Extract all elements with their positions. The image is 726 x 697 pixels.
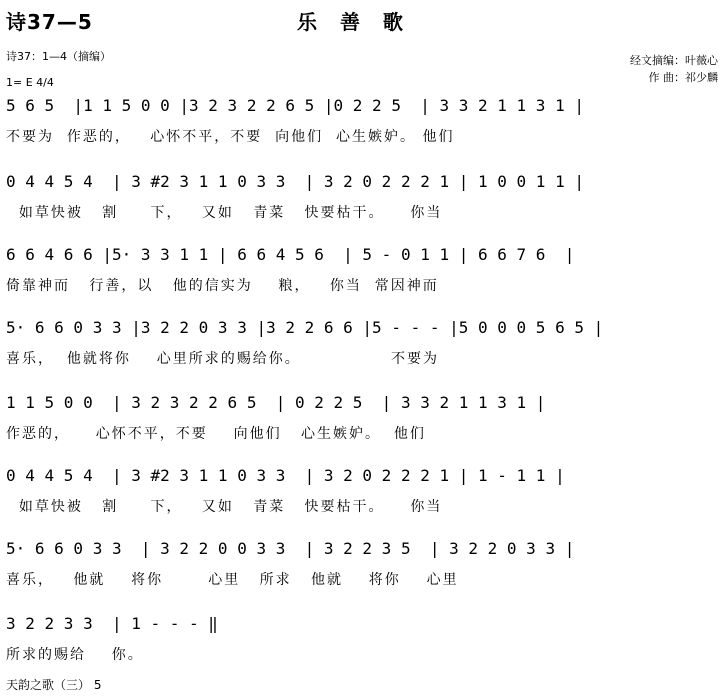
notation-line: 5· 6 6 0 3 3 |3 2 2 0 3 3 |3 2 2 6 6 |5 - - - |5 0 0 0 5 6 5 | [6, 318, 604, 337]
page-footer: 天韵之歌（三） 5 [6, 678, 102, 692]
lyrics-line: 喜乐， 他就将你 心里所求的赐给你。 不要为 [6, 351, 440, 367]
lyrics-line: 不要为 作恶的， 心怀不平，不要 向他们 心生嫉妒。 他们 [6, 129, 455, 145]
lyrics-line: 喜乐， 他就 将你 心里 所求 他就 将你 心里 [6, 572, 459, 588]
lyricist-credit: 经文摘编：叶薇心 [630, 54, 718, 67]
lyrics-line: 如草快被 割 下， 又如 青菜 快要枯干。 你当 [6, 205, 443, 221]
lyrics-line: 倚靠神而 行善，以 他的信实为 粮， 你当 常因神而 [6, 278, 439, 294]
lyrics-line: 作恶的， 心怀不平，不要 向他们 心生嫉妒。 他们 [6, 426, 426, 442]
notation-line: 1 1 5 0 0 | 3 2 3 2 2 6 5 | 0 2 2 5 | 3 3 2 1 1 3 1 | [6, 393, 546, 412]
lyrics-line: 所求的赐给 你。 [6, 647, 144, 663]
notation-line: 5 6 5 |1 1 5 0 0 |3 2 3 2 2 6 5 |0 2 2 5 | 3 3 2 1 1 3 1 | [6, 96, 584, 115]
notation-line: 5· 6 6 0 3 3 | 3 2 2 0 0 3 3 | 3 2 2 3 5 | 3 2 2 0 3 3 | [6, 539, 575, 558]
notation-line: 0 4 4 5 4 | 3 #2 3 1 1 0 3 3 | 3 2 0 2 2 2 1 | 1 - 1 1 | [6, 466, 565, 485]
composer-credit: 作 曲：祁少麟 [648, 71, 718, 84]
notation-line: 6 6 4 6 6 |5· 3 3 1 1 | 6 6 4 5 6 | 5 - 0 1 1 | 6 6 7 6 | [6, 245, 575, 264]
hymn-number: 诗37—5 [6, 10, 93, 34]
lyrics-line: 如草快被 割 下， 又如 青菜 快要枯干。 你当 [6, 499, 443, 515]
song-title: 乐 善 歌 [297, 10, 411, 34]
notation-line: 0 4 4 5 4 | 3 #2 3 1 1 0 3 3 | 3 2 0 2 2 2 1 | 1 0 0 1 1 | [6, 172, 584, 191]
notation-line: 3 2 2 3 3 | 1 - - - ‖ [6, 614, 218, 633]
key-signature: 1= E 4/4 [6, 76, 54, 89]
scripture-source: 诗37：1—4（摘编） [6, 50, 111, 63]
